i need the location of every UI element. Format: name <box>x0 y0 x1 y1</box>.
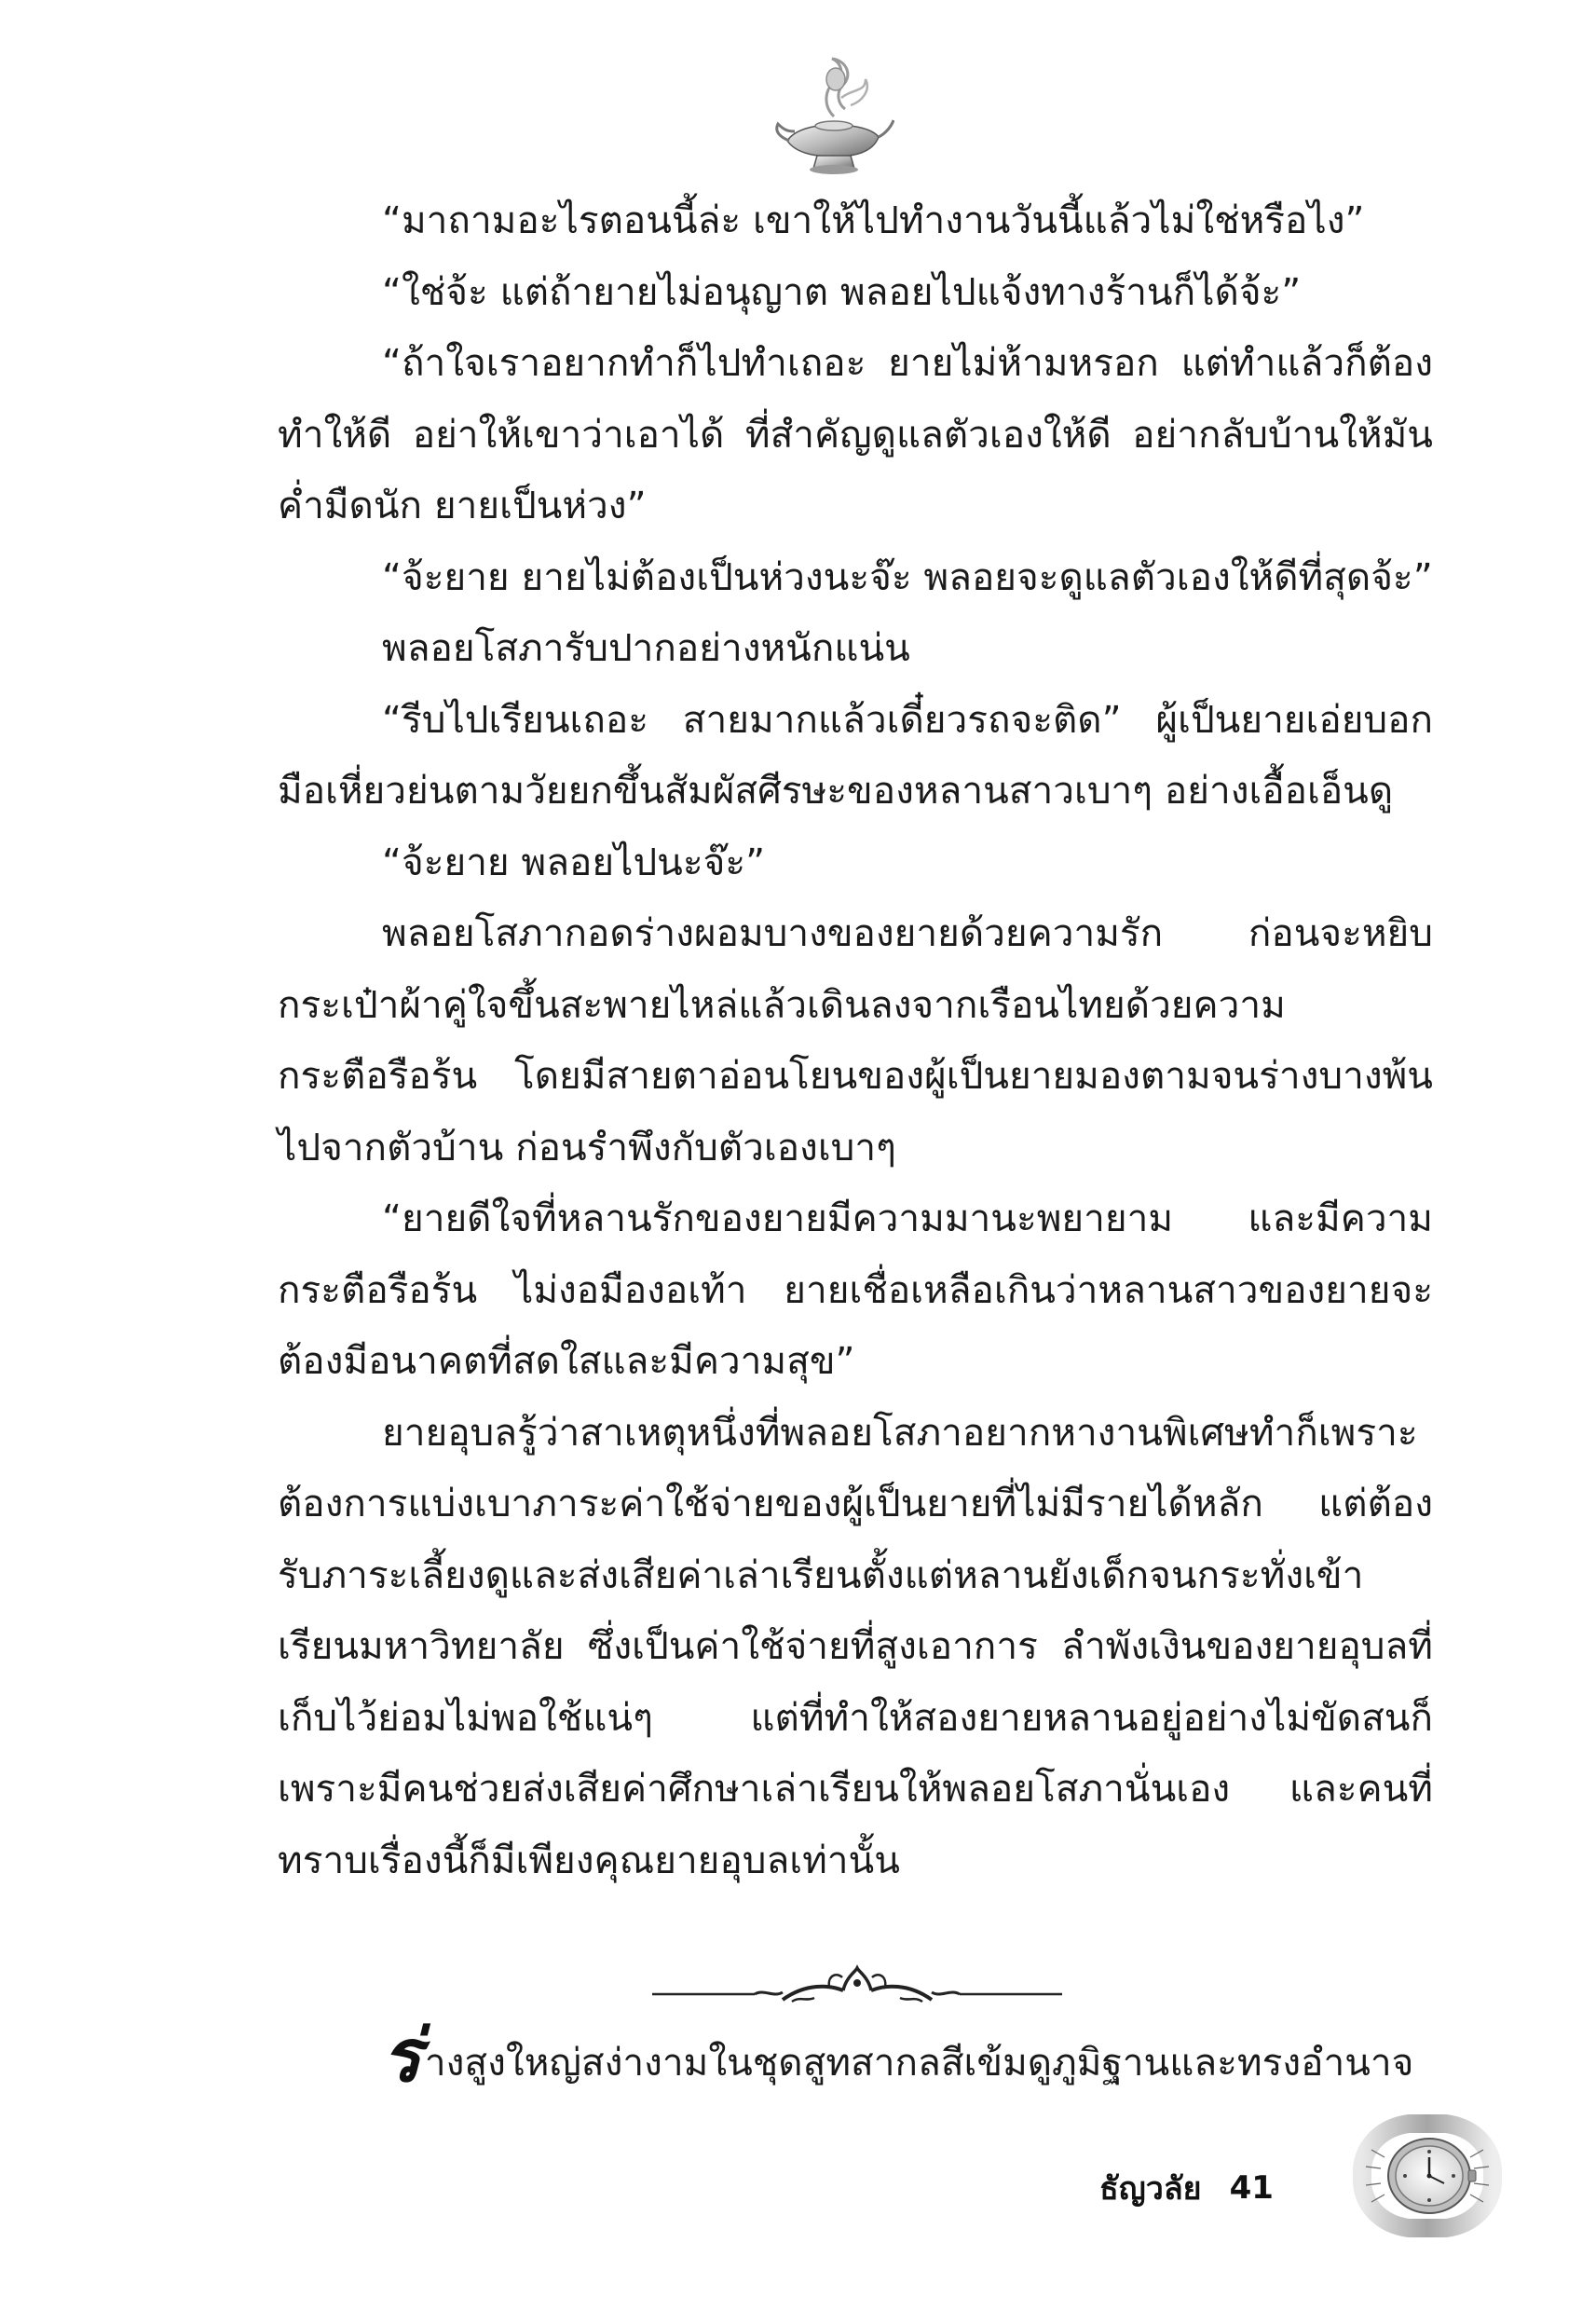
paragraph: “ยายดีใจที่หลานรักของยายมีความมานะพยายาม และมีความกระตือรือร้น ไม่งอมืองอเท้า ยายเชื่อเหลือเกินว่าหลานสาวของยายจะต้องมีอนาคตที่สดใสและมีความสุข” <box>278 1196 1433 1383</box>
paragraph: างสูงใหญ่สง่างามในชุดสูทสากลสีเข้มดูภูมิฐานและทรงอำนาจ <box>424 2040 1414 2085</box>
paragraph: “ใช่จ้ะ แต่ถ้ายายไม่อนุญาต พลอยไปแจ้งทางร้านก็ได้จ้ะ” <box>382 268 1302 314</box>
page-footer <box>1099 2160 1342 2216</box>
drop-cap: ร่ <box>382 2014 421 2099</box>
book-title: ธัญวลัย <box>1099 2170 1202 2208</box>
paragraph: “มาถามอะไรตอนนี้ล่ะ เขาให้ไปทำงานวันนี้แล้วไม่ใช่หรือไง” <box>382 198 1365 242</box>
paragraph: พลอยโสภารับปากอย่างหนักแน่น <box>382 625 910 670</box>
paragraph: “ถ้าใจเราอยากทำก็ไปทำเถอะ ยายไม่ห้ามหรอก แต่ทำแล้วก็ต้องทำให้ดี อย่าให้เขาว่าเอาได้ ที่สำคัญดูแลตัวเองให้ดี อย่ากลับบ้านให้มันค่ำมืดนัก ยายเป็นห่วง” <box>278 340 1433 527</box>
chapter-section-paragraph <box>278 2014 1433 2099</box>
wristwatch-icon <box>1344 2111 1511 2241</box>
body-text <box>278 185 1433 1895</box>
paragraph: “จ้ะยาย พลอยไปนะจ๊ะ” <box>382 839 766 884</box>
paragraph: ยายอุบลรู้ว่าสาเหตุหนึ่งที่พลอยโสภาอยากหางานพิเศษทำก็เพราะต้องการแบ่งเบาภาระค่าใช้จ่ายของผู้เป็นยายที่ไม่มีรายได้หลัก แต่ต้องรับภาระเลี้ยงดูและส่งเสียค่าเล่าเรียนตั้งแต่หลานยังเด็กจนกระทั่งเข้าเรียนมหาวิทยาลัย ซึ่งเป็นค่าใช้จ่ายที่สูงเอาการ ลำพังเงินของยายอุบลที่เก็บไว้ย่อมไม่พอใช้แน่ๆ แต่ที่ทำให้สองยายหลานอยู่อย่างไม่ขัดสนก็เพราะมีคนช่วยส่งเสียค่าศึกษาเล่าเรียนให้พลอยโสภานั่นเอง และคนที่ทราบเรื่องนี้ก็มีเพียงคุณยายอุบลเท่านั้น <box>278 1409 1433 1882</box>
paragraph: “รีบไปเรียนเถอะ สายมากแล้วเดี๋ยวรถจะติด” ผู้เป็นยายเอ่ยบอก มือเหี่ยวย่นตามวัยยกขึ้นสัมผัสศีรษะของหลานสาวเบาๆ อย่างเอื้อเอ็นดู <box>278 696 1433 813</box>
paragraph: “จ้ะยาย ยายไม่ต้องเป็นห่วงนะจ๊ะ พลอยจะดูแลตัวเองให้ดีที่สุดจ้ะ” <box>382 554 1433 599</box>
paragraph: พลอยโสภากอดร่างผอมบางของยายด้วยความรัก ก่อนจะหยิบกระเป๋าผ้าคู่ใจขึ้นสะพายไหล่แล้วเดินลงจากเรือนไทยด้วยความกระตือรือร้น โดยมีสายตาอ่อนโยนของผู้เป็นยายมองตามจนร่างบางพ้นไปจากตัวบ้าน ก่อนรำพึงกับตัวเองเบาๆ <box>278 910 1433 1169</box>
ornamental-divider-icon <box>643 1964 1071 2011</box>
page-number: 41 <box>1229 2169 1274 2207</box>
genie-lamp-icon <box>769 51 894 182</box>
